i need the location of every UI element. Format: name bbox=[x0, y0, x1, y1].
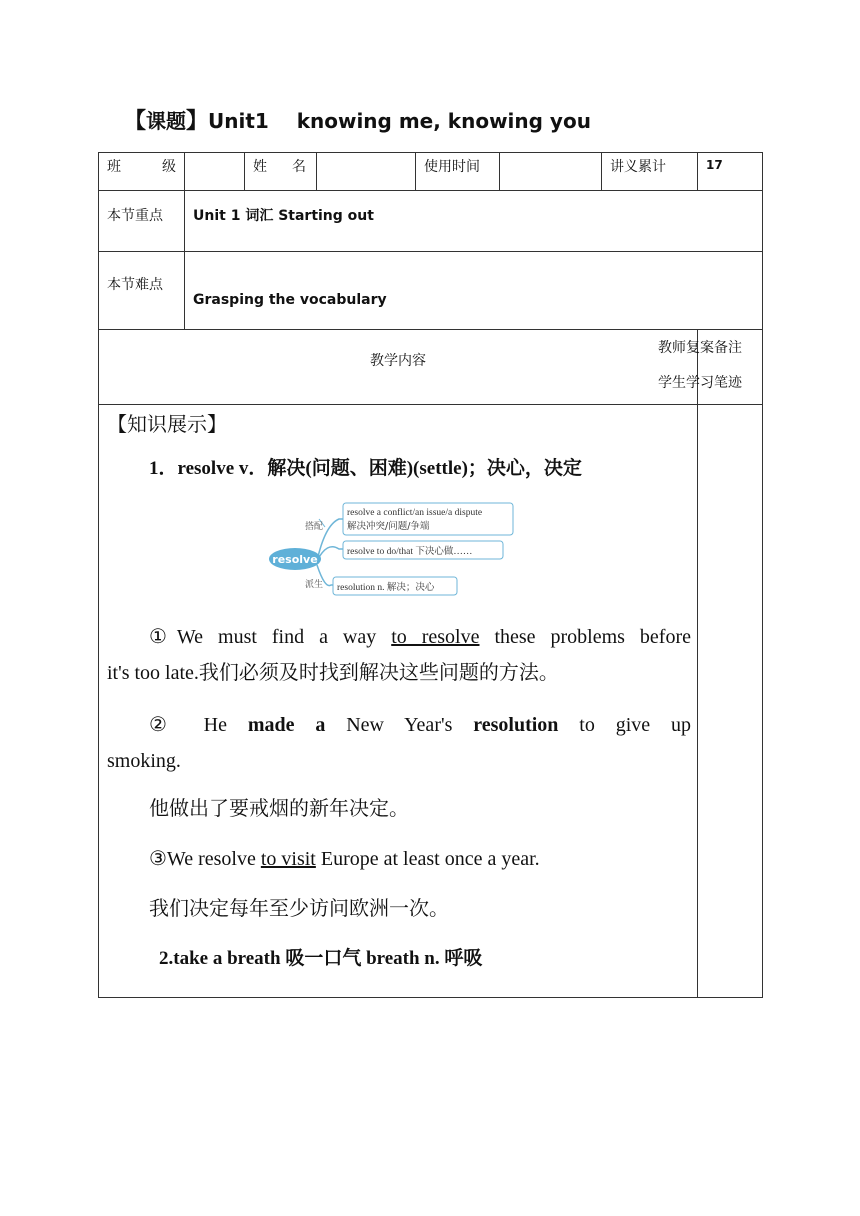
name-value-cell[interactable] bbox=[317, 153, 416, 191]
svg-text:解决冲突/问题/争端: 解决冲突/问题/争端 bbox=[347, 521, 430, 532]
content-row bbox=[99, 405, 763, 998]
item-1-heading: 1．resolve v．解决(问题、困难)(settle)；决心，决定 bbox=[149, 458, 582, 479]
time-label-cell: 使用时间 bbox=[416, 153, 500, 191]
example-3-line: ③We resolve to visit Europe at least once a year. bbox=[149, 848, 540, 870]
svg-text:resolution n. 解决；决心: resolution n. 解决；决心 bbox=[337, 583, 435, 593]
notes-header-text: 教师复案备注 学生学习笔迹 bbox=[658, 340, 742, 391]
difficulty-label-cell: 本节难点 bbox=[99, 252, 185, 330]
class-value-cell[interactable] bbox=[185, 153, 245, 191]
mindmap-branch-label-2: 派生 bbox=[305, 580, 324, 590]
example-1-line-2: it's too late.我们必须及时找到解决这些问题的方法。 bbox=[107, 662, 559, 684]
name-label-cell: 姓 名 bbox=[245, 153, 317, 191]
page-title: 【课题】Unit1 knowing me, knowing you bbox=[124, 109, 591, 134]
example-2-line-1: ② He made a New Year's resolution to give up bbox=[149, 714, 692, 736]
count-value-cell: 17 bbox=[698, 153, 763, 191]
example-1-line-1: ①We must find a way to resolve these problems before bbox=[149, 626, 691, 648]
content-body bbox=[99, 407, 697, 977]
svg-text:resolve to do/that 下决心做……: resolve to do/that 下决心做…… bbox=[347, 547, 473, 557]
svg-text:resolve a conflict/an issue/a: resolve a conflict/an issue/a dispute bbox=[347, 508, 483, 518]
count-label-cell: 讲义累计 bbox=[602, 153, 698, 191]
example-2-line-2: smoking. bbox=[107, 750, 181, 772]
lesson-table bbox=[98, 152, 763, 998]
header-row bbox=[99, 153, 763, 191]
example-3-translation: 我们决定每年至少访问欧洲一次。 bbox=[149, 898, 449, 920]
section-title: 【知识展示】 bbox=[107, 414, 227, 436]
focus-label-cell: 本节重点 bbox=[99, 191, 185, 252]
difficulty-value-cell: Grasping the vocabulary bbox=[185, 252, 763, 330]
content-cell bbox=[99, 405, 698, 998]
focus-value-cell: Unit 1 词汇 Starting out bbox=[185, 191, 763, 252]
class-label-cell: 班 级 bbox=[99, 153, 185, 191]
content-header-cell: 教学内容 bbox=[99, 330, 698, 405]
notes-cell[interactable] bbox=[698, 405, 763, 998]
focus-row bbox=[99, 191, 763, 252]
item-2-heading: 2.take a breath 吸一口气 breath n. 呼吸 bbox=[159, 948, 483, 969]
mindmap-branch-label-1: 搭配 bbox=[305, 522, 324, 532]
difficulty-row bbox=[99, 252, 763, 330]
time-value-cell[interactable] bbox=[500, 153, 602, 191]
mindmap-center-text: resolve bbox=[272, 553, 318, 566]
resolve-mindmap bbox=[267, 495, 517, 599]
example-2-translation: 他做出了要戒烟的新年决定。 bbox=[149, 798, 409, 820]
